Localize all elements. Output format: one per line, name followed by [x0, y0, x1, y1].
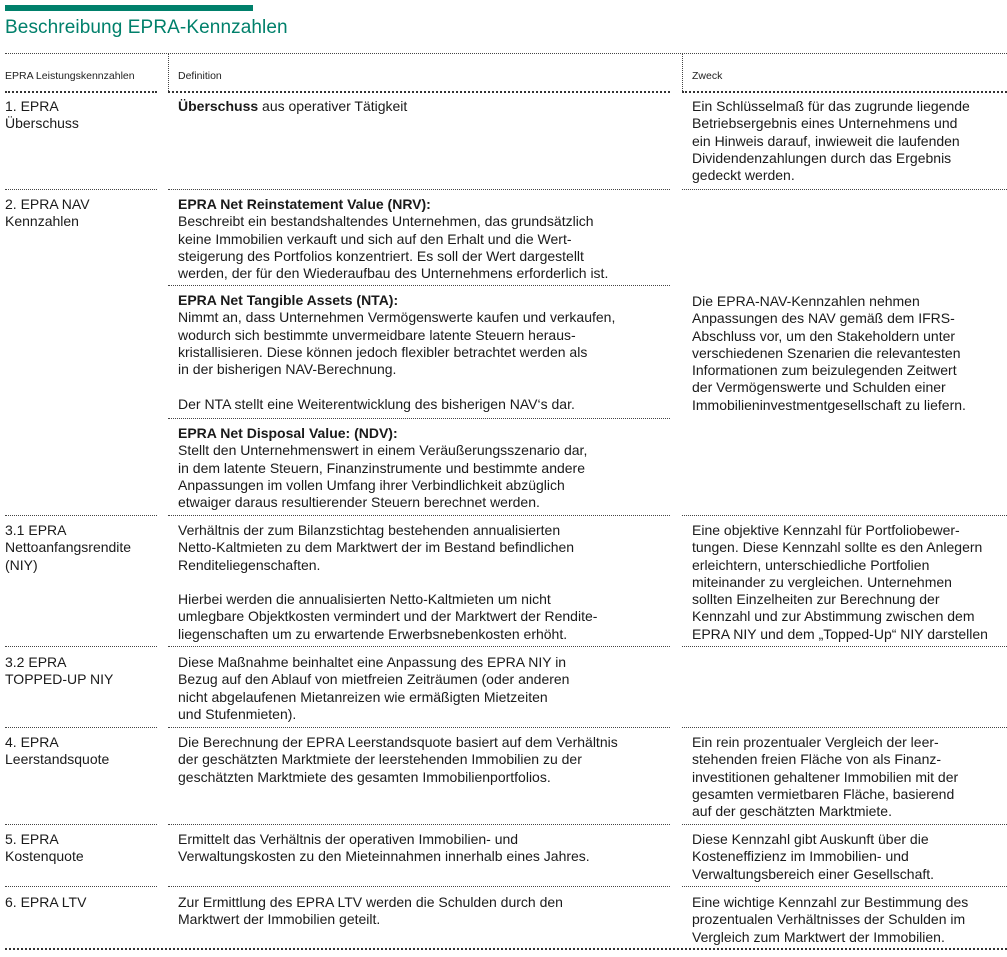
column-header-purpose: Zweck: [692, 70, 723, 82]
header-rule-3: [682, 91, 1007, 93]
row-rule: [682, 646, 1007, 647]
table-bottom-rule: [5, 948, 1007, 950]
kpi-label: 6. EPRA LTV: [5, 894, 87, 910]
header-divider-2: [682, 53, 683, 91]
header-rule-1: [5, 91, 157, 93]
kpi-label: 4. EPRA Leerstandsquote: [5, 734, 110, 768]
row-rule: [5, 189, 157, 190]
purpose-text: Die EPRA-NAV-Kennzahlen nehmen Anpassungen des NAV gemäß dem IFRS- Abschluss vor, um den Stakeholdern unter verschiedenen Szenarien die relevantesten Informationen zum beizulegenden Zeitwert der Vermögenswerte und Schulden einer Immobilieninvestmentgesellschaft zu liefern.: [692, 293, 966, 413]
column-header-definition: Definition: [178, 70, 222, 82]
sub-row-rule: [168, 418, 670, 419]
row-rule: [5, 727, 157, 728]
title-accent-bar: [5, 5, 253, 11]
definition-bold: Überschuss: [178, 98, 259, 114]
page-title: Beschreibung EPRA-Kennzahlen: [5, 17, 288, 38]
table-top-rule: [5, 53, 1007, 54]
definition-text: Zur Ermittlung des EPRA LTV werden die Schulden durch den Marktwert der Immobilien geteilt.: [178, 894, 563, 928]
row-rule: [5, 886, 157, 887]
row-rule: [682, 515, 1007, 516]
definition-text: Die Berechnung der EPRA Leerstandsquote basiert auf dem Verhältnis der geschätzten Marktmiete der leerstehenden Immobilien zu der geschätzten Marktmiete des gesamten Immobilienportfolios.: [178, 734, 618, 785]
row-rule: [682, 824, 1007, 825]
definition-body-extra: Hierbei werden die annualisierten Netto-Kaltmieten um nicht umlegbare Objektkosten vermindert und der Marktwert der Rendite- liegenschaften um zu erwartende Erwerbsnebenkosten erhöht.: [178, 591, 598, 642]
definition-text: Ermittelt das Verhältnis der operativen Immobilien- und Verwaltungskosten zu den Mieteinnahmen innerhalb eines Jahres.: [178, 831, 590, 865]
row-rule: [168, 886, 670, 887]
row-rule: [682, 727, 1007, 728]
purpose-text: Eine objektive Kennzahl für Portfoliobewer- tungen. Diese Kennzahl sollte es den Anlegern erleichtern, unterschiedliche Portfolien miteinander zu vergleichen. Unternehmen sollten Einzelheiten zur Berechnung der Kennzahl und zur Abstimmung zwischen dem EPRA NIY und dem „Topped-Up“ NIY darstellen: [692, 522, 988, 642]
row-rule: [5, 515, 157, 516]
kpi-label: 3.1 EPRA Nettoanfangsrendite (NIY): [5, 522, 132, 573]
definition-body: Verhältnis der zum Bilanzstichtag bestehenden annualisierten Netto-Kaltmieten zu dem Marktwert der im Bestand befindlichen Renditeliegenschaften.: [178, 522, 575, 573]
sub-row-rule: [168, 285, 670, 286]
definition-heading: EPRA Net Reinstatement Value (NRV):: [178, 196, 431, 212]
definition-body: Beschreibt ein bestandshaltendes Unternehmen, das grundsätzlich keine Immobilien verkauft und sich auf den Erhalt und die Wert- steigerung des Portfolios konzentriert. Es soll der Wert dargestellt werden, der für den Wiederaufbau des Unternehmens erforderlich ist.: [178, 213, 609, 282]
definition-text: [178, 98, 407, 115]
column-header-kpi: EPRA Leistungskennzahlen: [5, 70, 135, 82]
kpi-label: 5. EPRA Kostenquote: [5, 831, 84, 865]
row-rule: [168, 189, 670, 190]
definition-body: Nimmt an, dass Unternehmen Vermögenswerte kaufen und verkaufen, wodurch sich bestimmte unvermeidbare latente Steuern heraus- kristallisieren. Diese können jedoch flexibler betrachtet werden als in der bisherigen NAV-Berechnung.: [178, 309, 616, 378]
header-rule-2: [168, 91, 670, 93]
row-rule: [682, 189, 1007, 190]
kpi-label: 3.2 EPRA TOPPED-UP NIY: [5, 654, 114, 688]
kpi-label: 1. EPRA Überschuss: [5, 98, 79, 132]
row-rule: [168, 515, 670, 516]
definition-nta: [178, 292, 615, 413]
row-rule: [5, 646, 157, 647]
row-rule: [168, 824, 670, 825]
header-divider-1: [168, 53, 169, 91]
kpi-label: 2. EPRA NAV Kennzahlen: [5, 196, 90, 230]
definition-text: Diese Maßnahme beinhaltet eine Anpassung des EPRA NIY in Bezug auf den Ablauf von mietfreien Zeiträumen (oder anderen nicht abgelaufenen Mietanreizen wie ermäßigten Mietzeiten und Stufenmieten).: [178, 654, 570, 722]
row-rule: [168, 646, 670, 647]
definition-body: Stellt den Unternehmenswert in einem Veräußerungsszenario dar, in dem latente Steuern, Finanzinstrumente und bestimmte andere Anpassungen im vollen Umfang ihrer Verbindlichkeit abzüglich etwaiger daraus resultierender Steuern berechnet werden.: [178, 442, 588, 511]
row-rule: [168, 727, 670, 728]
definition-rest: aus operativer Tätigkeit: [258, 98, 408, 114]
definition-heading: EPRA Net Disposal Value: (NDV):: [178, 425, 398, 441]
definition-body-extra: Der NTA stellt eine Weiterentwicklung des bisherigen NAV‘s dar.: [178, 395, 575, 412]
purpose-text: Diese Kennzahl gibt Auskunft über die Kosteneffizienz im Immobilien- und Verwaltungsbereich einer Gesellschaft.: [692, 831, 935, 882]
purpose-text: Eine wichtige Kennzahl zur Bestimmung des prozentualen Verhältnisses der Schulden im Vergleich zum Marktwert der Immobilien.: [692, 894, 969, 945]
definition-ndv: [178, 425, 587, 511]
purpose-text: Ein rein prozentualer Vergleich der leer- stehenden freien Fläche von als Finanz- investitionen gehaltener Immobilien mit der gesamten vermietbaren Fläche, basierend auf der geschätzten Marktmiete.: [692, 734, 959, 820]
purpose-text: Ein Schlüsselmaß für das zugrunde liegende Betriebsergebnis eines Unternehmens und ein Hinweis darauf, inwieweit die laufenden Dividendenzahlungen durch das Ergebnis gedeckt werden.: [692, 98, 970, 184]
definition-text: [178, 522, 597, 643]
definition-heading: EPRA Net Tangible Assets (NTA):: [178, 292, 399, 308]
definition-nrv: [178, 196, 608, 282]
row-rule: [682, 886, 1007, 887]
row-rule: [5, 824, 157, 825]
